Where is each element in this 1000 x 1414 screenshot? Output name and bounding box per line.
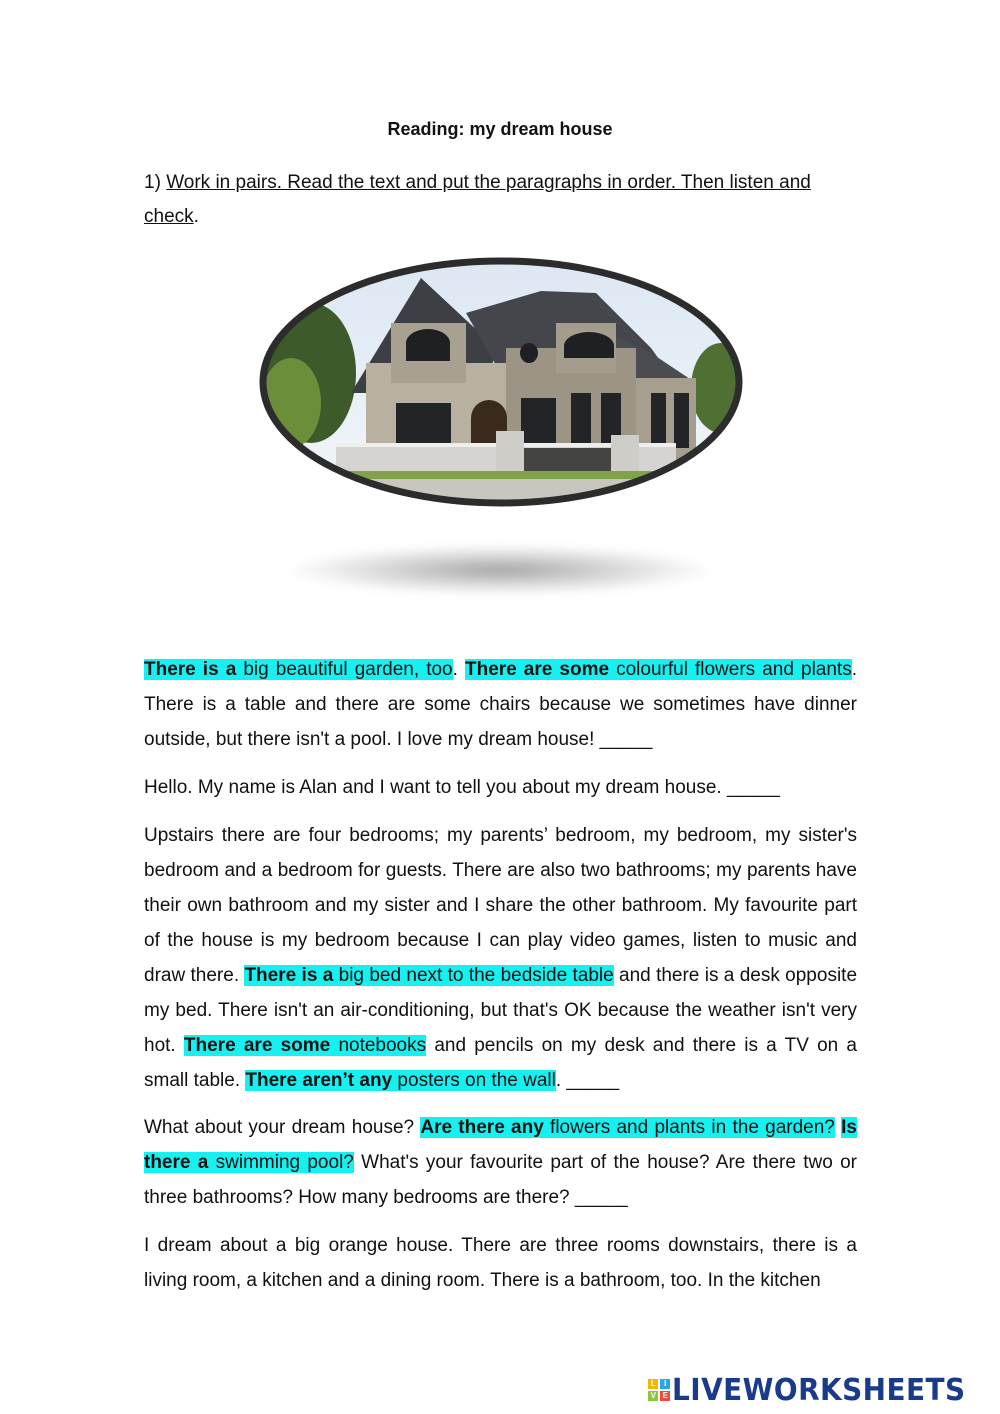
highlight bbox=[144, 659, 453, 680]
logo-text: LIVEWORKSHEETS bbox=[672, 1372, 966, 1408]
highlight bbox=[420, 1117, 835, 1138]
highlight-text: flowers and plants in the garden? bbox=[543, 1117, 835, 1138]
house-photo bbox=[256, 253, 746, 511]
text: and there is a desk opposite my bed. There isn't an air-conditioning, but that's OK because the weather isn't very hot. bbox=[144, 965, 858, 1056]
text: What's your favourite part of the house? Are there two or three bathrooms? How many bedrooms are there? _____ bbox=[144, 1152, 857, 1208]
text: . _____ bbox=[555, 1070, 620, 1091]
logo-mark-letter: I bbox=[660, 1379, 670, 1389]
highlight bbox=[184, 1035, 426, 1056]
paragraph-upstairs bbox=[144, 818, 857, 1098]
structure-bold: Is there a bbox=[144, 1117, 857, 1173]
instruction-number: 1) bbox=[144, 172, 161, 193]
text: . bbox=[452, 659, 465, 680]
structure-bold: There is a bbox=[144, 659, 237, 680]
highlight-text: notebooks bbox=[330, 1035, 427, 1056]
house-illustration bbox=[256, 253, 746, 511]
text: What about your dream house? bbox=[144, 1117, 421, 1138]
structure-bold: There are some bbox=[464, 659, 610, 680]
highlight bbox=[245, 1070, 555, 1091]
structure-bold: There are some bbox=[183, 1035, 331, 1056]
highlight bbox=[244, 965, 613, 986]
instruction-text: Work in pairs. Read the text and put the paragraphs in order. Then listen and check bbox=[144, 172, 811, 227]
page-title: Reading: my dream house bbox=[387, 119, 613, 139]
structure-bold: Are there any bbox=[420, 1117, 544, 1138]
highlight-text: posters on the wall bbox=[392, 1070, 556, 1091]
logo-mark-icon bbox=[648, 1379, 670, 1401]
instruction-end: . bbox=[193, 206, 199, 227]
logo-mark-letter: E bbox=[660, 1391, 670, 1401]
liveworksheets-logo[interactable] bbox=[648, 1372, 988, 1408]
paragraph-questions bbox=[144, 1110, 857, 1215]
text: Upstairs there are four bedrooms; my parents’ bedroom, my bedroom, my sister's bedroom and a bedroom for guests. There are also two bathrooms; my parents have their own bathroom and my sister and I share the other bathroom. My favourite part of the house is my bedroom because I can play video games, listen to music and draw there. bbox=[144, 825, 857, 986]
paragraph-downstairs: I dream about a big orange house. There are three rooms downstairs, there is a living room, a kitchen and a dining room. There is a bathroom, too. In the kitchen bbox=[144, 1235, 857, 1291]
paragraph-intro: Hello. My name is Alan and I want to tell you about my dream house. _____ bbox=[144, 777, 780, 798]
instruction bbox=[144, 166, 860, 234]
text: and pencils on my desk and there is a TV on a small table. bbox=[144, 1035, 857, 1091]
logo-mark-letter: V bbox=[648, 1391, 658, 1401]
highlight-text: big bed next to the bedside table bbox=[333, 965, 614, 986]
highlight-text: big beautiful garden, too bbox=[236, 659, 453, 680]
text: . There is a table and there are some chairs because we sometimes have dinner outside, but there isn't a pool. I love my dream house! _____ bbox=[144, 659, 857, 750]
highlight-text: colourful flowers and plants bbox=[609, 659, 852, 680]
structure-bold: There is a bbox=[244, 965, 334, 986]
highlight-text: swimming pool? bbox=[208, 1152, 354, 1173]
highlight bbox=[465, 659, 852, 680]
paragraph-garden bbox=[144, 652, 857, 757]
logo-mark-letter: L bbox=[648, 1379, 658, 1389]
structure-bold: There aren’t any bbox=[245, 1070, 393, 1091]
photo-shadow bbox=[290, 545, 710, 595]
